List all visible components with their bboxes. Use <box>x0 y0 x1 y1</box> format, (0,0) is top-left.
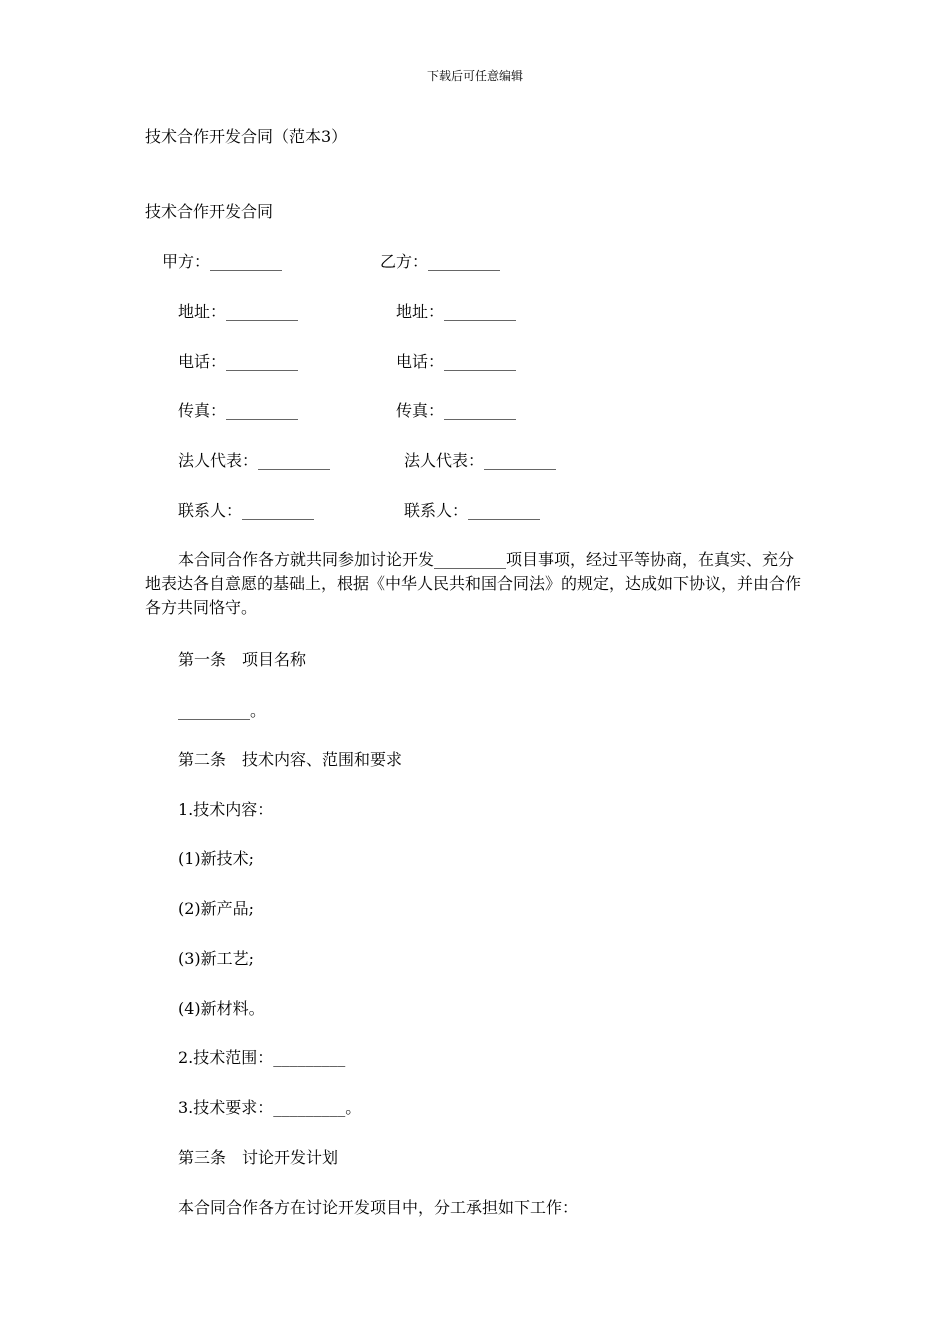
phone-b-field: 电话：_________ <box>396 352 517 371</box>
header-note: 下载后可任意编辑 <box>426 69 523 83</box>
tech-requirement-item: 3.技术要求：_________。 <box>178 1098 362 1117</box>
tech-scope-item: 2.技术范围：_________ <box>178 1048 346 1067</box>
address-a-field: 地址：_________ <box>178 302 299 321</box>
party-a-field: 甲方：_________ <box>162 252 283 271</box>
article-2-title: 第二条 技术内容、范围和要求 <box>178 750 403 769</box>
contact-b-field: 联系人：_________ <box>404 501 541 520</box>
contract-subtitle: 技术合作开发合同 <box>145 202 274 221</box>
article-1-blank: _________。 <box>178 701 267 720</box>
article-3-text: 本合同合作各方在讨论开发项目中，分工承担如下工作： <box>178 1198 579 1217</box>
legal-rep-b-field: 法人代表：_________ <box>404 451 557 470</box>
sub-item-new-material: (4)新材料。 <box>178 999 265 1018</box>
sub-item-new-tech: (1)新技术; <box>178 849 255 868</box>
intro-paragraph: 本合同合作各方就共同参加讨论开发_________项目事项，经过平等协商，在真实、充分地表达各自意愿的基础上，根据《中华人民共和国合同法》的规定，达成如下协议，并由合作各方共同恪守。 <box>145 550 802 617</box>
document-title: 技术合作开发合同（范本3） <box>145 127 348 146</box>
legal-rep-a-field: 法人代表：_________ <box>178 451 331 470</box>
sub-item-new-process: (3)新工艺; <box>178 949 255 968</box>
phone-a-field: 电话：_________ <box>178 352 299 371</box>
fax-b-field: 传真：_________ <box>396 401 517 420</box>
address-b-field: 地址：_________ <box>396 302 517 321</box>
tech-content-item: 1.技术内容： <box>178 800 274 819</box>
contact-a-field: 联系人：_________ <box>178 501 315 520</box>
fax-a-field: 传真：_________ <box>178 401 299 420</box>
article-3-title: 第三条 讨论开发计划 <box>178 1148 339 1167</box>
party-b-field: 乙方：_________ <box>380 252 501 271</box>
article-1-title: 第一条 项目名称 <box>178 650 307 669</box>
sub-item-new-product: (2)新产品; <box>178 899 255 918</box>
